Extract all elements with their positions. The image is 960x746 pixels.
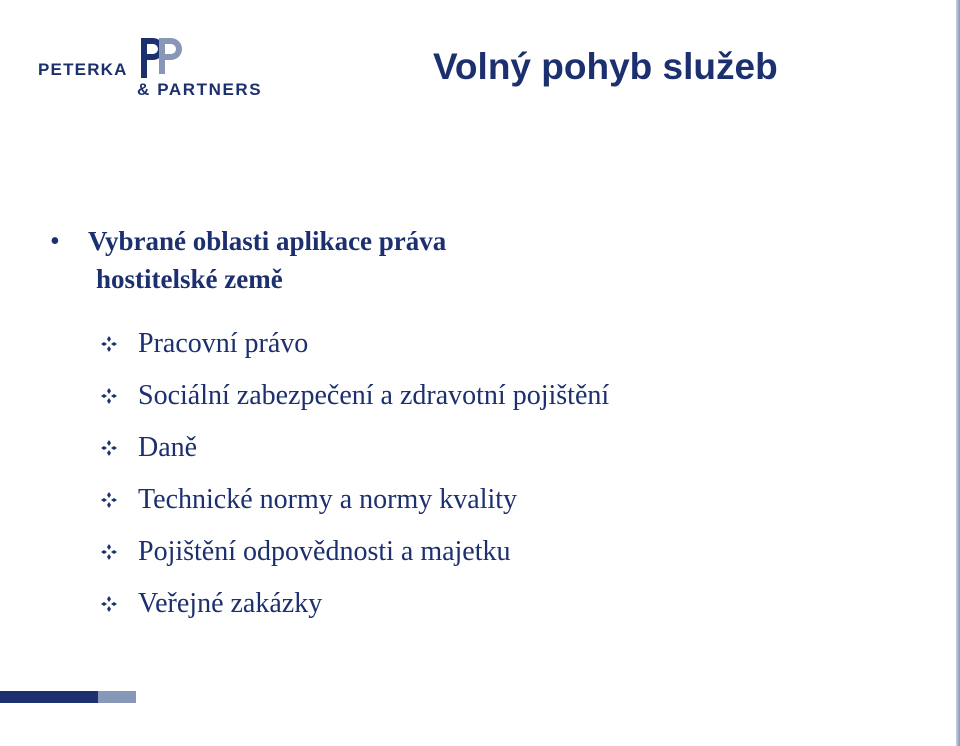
footer-bar-light xyxy=(98,691,136,703)
lead-line-2: hostitelské země xyxy=(96,264,283,294)
item-text: Technické normy a normy kvality xyxy=(138,484,518,515)
item-text: Pracovní právo xyxy=(138,328,309,359)
company-logo xyxy=(38,36,278,106)
list-item xyxy=(100,578,609,630)
slide-title: Volný pohyb služeb xyxy=(433,46,778,87)
bullet-icon: • xyxy=(50,226,60,257)
footer-bar-dark xyxy=(0,691,98,703)
diamond-ornament-icon xyxy=(100,335,138,353)
right-edge-rule xyxy=(956,0,960,746)
topic-list xyxy=(100,318,609,630)
item-text: Daně xyxy=(138,432,198,463)
list-item xyxy=(100,474,609,526)
list-item xyxy=(100,370,609,422)
logo-subtitle: & PARTNERS xyxy=(137,80,263,99)
diamond-ornament-icon xyxy=(100,491,138,509)
item-text: Veřejné zakázky xyxy=(138,588,323,619)
diamond-ornament-icon xyxy=(100,595,138,613)
lead-line-1: Vybrané oblasti aplikace práva xyxy=(88,226,447,256)
logo-name: PETERKA xyxy=(38,60,128,79)
item-text: Sociální zabezpečení a zdravotní pojištění xyxy=(138,380,610,411)
item-text: Pojištění odpovědnosti a majetku xyxy=(138,536,511,567)
list-item xyxy=(100,526,609,578)
diamond-ornament-icon xyxy=(100,543,138,561)
pp-monogram-icon xyxy=(137,36,185,80)
diamond-ornament-icon xyxy=(100,439,138,457)
diamond-ornament-icon xyxy=(100,387,138,405)
list-item xyxy=(100,318,609,370)
lead-text xyxy=(88,222,446,298)
list-item xyxy=(100,422,609,474)
